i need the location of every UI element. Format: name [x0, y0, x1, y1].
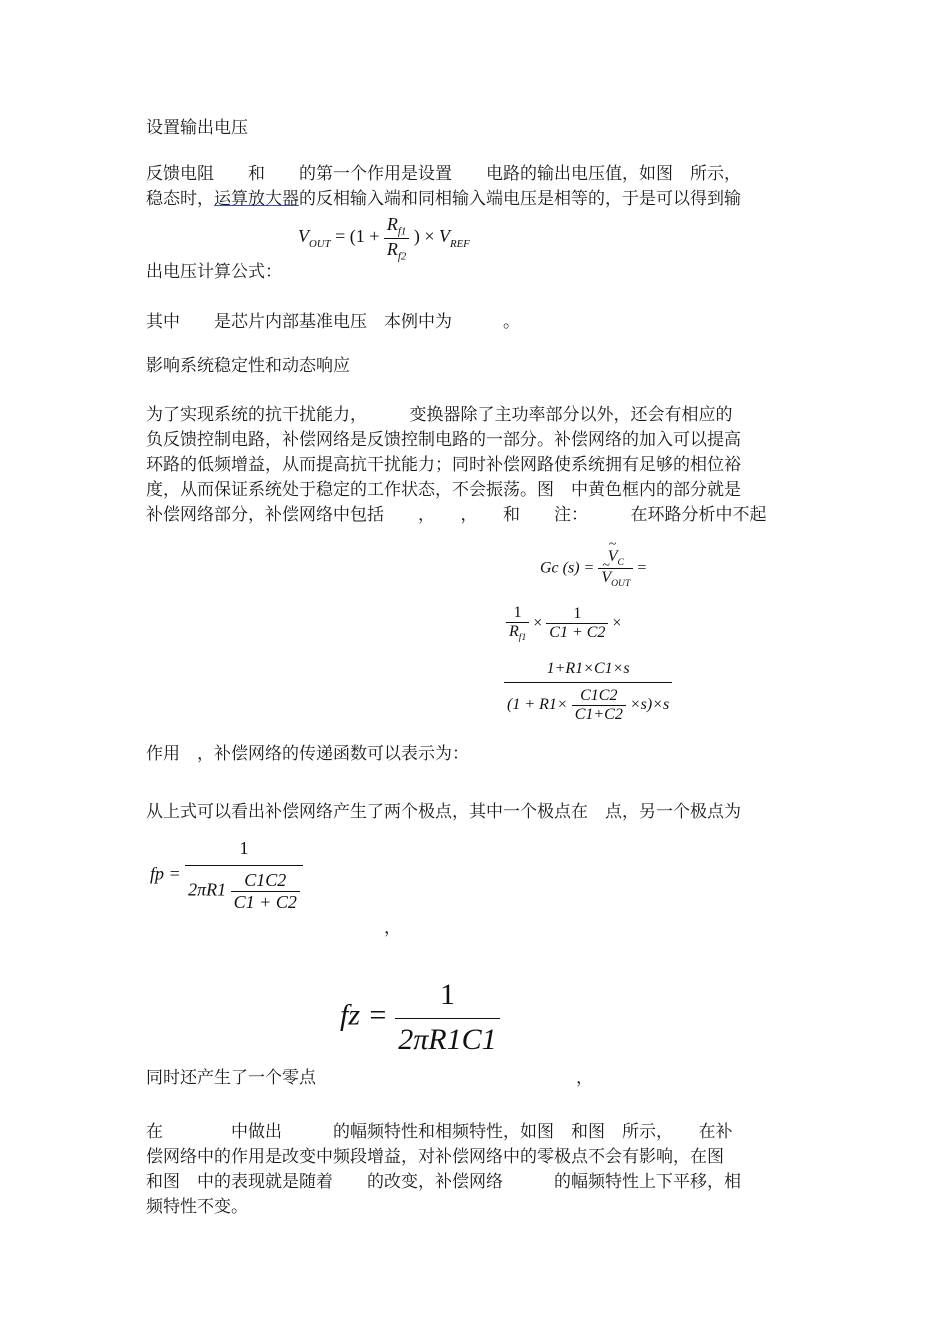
- math-symbol: ~ V: [608, 548, 618, 566]
- comma: ，: [576, 1068, 593, 1088]
- comma: ，: [384, 918, 401, 938]
- math-subscript: OUT: [611, 578, 631, 590]
- math-symbol: ×s)×s: [629, 696, 670, 714]
- text-span: 稳态时，: [146, 189, 214, 209]
- fraction-numerator: C1C2: [231, 870, 300, 892]
- fraction: [231, 870, 300, 913]
- fraction-numerator: C1C2: [572, 687, 626, 706]
- math-symbol: R: [386, 238, 398, 259]
- paragraph-line: 度，从而保证系统处于稳定的工作状态，不会振荡。图 中黄色框内的部分就是: [146, 480, 741, 500]
- vout-formula: [298, 214, 470, 262]
- paragraph-line: 补偿网络部分，补偿网络中包括 ， ， 和 注： 在环路分析中不起: [146, 505, 767, 525]
- fp-formula: [150, 838, 303, 913]
- fraction-numerator: 1+R1×C1×s: [504, 660, 672, 683]
- math-symbol: ~ V: [601, 569, 611, 587]
- fraction-denominator: [598, 569, 633, 589]
- paragraph-reference-voltage: 其中 是芯片内部基准电压 本例中为 。: [146, 312, 520, 332]
- fraction: [504, 660, 672, 724]
- paragraph-line: 负反馈控制电路，补偿网络是反馈控制电路的一部分。补偿网络的加入可以提高: [146, 430, 741, 450]
- fraction-numerator: 1: [395, 978, 499, 1019]
- math-subscript: OUT: [309, 237, 331, 250]
- fraction: [572, 687, 626, 724]
- fraction-numerator: [384, 214, 409, 239]
- paragraph-line: 环路的低频增益，从而提高抗干扰能力；同时补偿网路使系统拥有足够的相位裕: [146, 455, 741, 475]
- fraction-denominator: 2πR1C1: [398, 1023, 497, 1056]
- paragraph-transfer-function: 作用 ，补偿网络的传递函数可以表示为：: [146, 744, 469, 764]
- paragraph-line: 反馈电阻 和 的第一个作用是设置 电路的输出电压值，如图 所示，: [146, 164, 741, 184]
- text-span: 的反相输入端和同相输入端电压是相等的，于是可以得到输: [299, 189, 741, 209]
- math-symbol: R: [509, 623, 519, 640]
- fraction: [185, 838, 303, 913]
- fraction: [598, 548, 633, 589]
- math-operator: (1 +: [349, 226, 380, 247]
- paragraph-line: 出电压计算公式：: [146, 262, 282, 282]
- fraction-denominator: [506, 623, 529, 643]
- math-symbol: fz =: [340, 998, 388, 1032]
- math-symbol: Gc (s) =: [540, 559, 595, 577]
- fraction-denominator: [185, 866, 303, 913]
- fraction-denominator: C1 + C2: [233, 892, 297, 912]
- op-amp-link[interactable]: 运算放大器: [214, 189, 299, 209]
- math-subscript: C: [617, 557, 624, 569]
- paragraph-poles: 从上式可以看出补偿网络产生了两个极点，其中一个极点在 点，另一个极点为: [146, 802, 741, 822]
- fraction-denominator: [504, 683, 672, 724]
- paragraph-line: 在 中做出 的幅频特性和相频特性，如图 和图 所示， 在补: [146, 1122, 733, 1142]
- paragraph-line: 偿网络中的作用是改变中频段增益，对补偿网络中的零极点不会有影响，在图: [146, 1147, 724, 1167]
- section-heading-output-voltage: 设置输出电压: [146, 118, 248, 138]
- fraction: [506, 604, 529, 643]
- math-symbol: V: [298, 226, 309, 247]
- fraction: [395, 978, 499, 1057]
- math-symbol: R: [386, 214, 398, 234]
- fraction: [384, 214, 409, 262]
- math-symbol: V: [438, 226, 450, 247]
- paragraph-zero: 同时还产生了一个零点: [146, 1068, 316, 1088]
- fraction: [546, 605, 608, 642]
- math-subscript: f2: [397, 250, 407, 263]
- section-heading-stability: 影响系统稳定性和动态响应: [146, 356, 350, 376]
- math-subscript: f1: [518, 632, 527, 644]
- fraction-denominator: C1 + C2: [549, 624, 606, 642]
- gc-formula-line3: [504, 660, 672, 724]
- math-symbol: (1 + R1×: [507, 696, 568, 714]
- paragraph-line: 为了实现系统的抗干扰能力， 变换器除了主功率部分以外，还会有相应的: [146, 405, 733, 425]
- math-subscript: REF: [449, 237, 470, 250]
- paragraph-line: [146, 187, 741, 211]
- math-operator: ×: [612, 614, 622, 632]
- paragraph-line: 和图 中的表现就是随着 的改变，补偿网络 的幅频特性上下平移，相: [146, 1172, 741, 1192]
- math-operator: =: [335, 226, 346, 247]
- math-operator: ) ×: [413, 226, 435, 247]
- fraction-numerator: 1: [506, 604, 529, 623]
- fz-formula: [340, 978, 500, 1057]
- math-operator: ×: [533, 614, 543, 632]
- gc-formula-line1: [540, 548, 646, 589]
- fraction-denominator: [384, 239, 409, 263]
- fraction-numerator: 1: [546, 605, 608, 624]
- paragraph-line: 频特性不变。: [146, 1197, 248, 1217]
- fraction-numerator: 1: [185, 838, 303, 866]
- fraction-denominator: C1+C2: [574, 706, 623, 723]
- math-symbol: fp =: [150, 863, 181, 884]
- math-symbol: 2πR1: [188, 879, 227, 900]
- gc-formula-line2: [506, 604, 621, 643]
- math-operator: =: [637, 559, 647, 577]
- math-subscript: f1: [397, 225, 407, 238]
